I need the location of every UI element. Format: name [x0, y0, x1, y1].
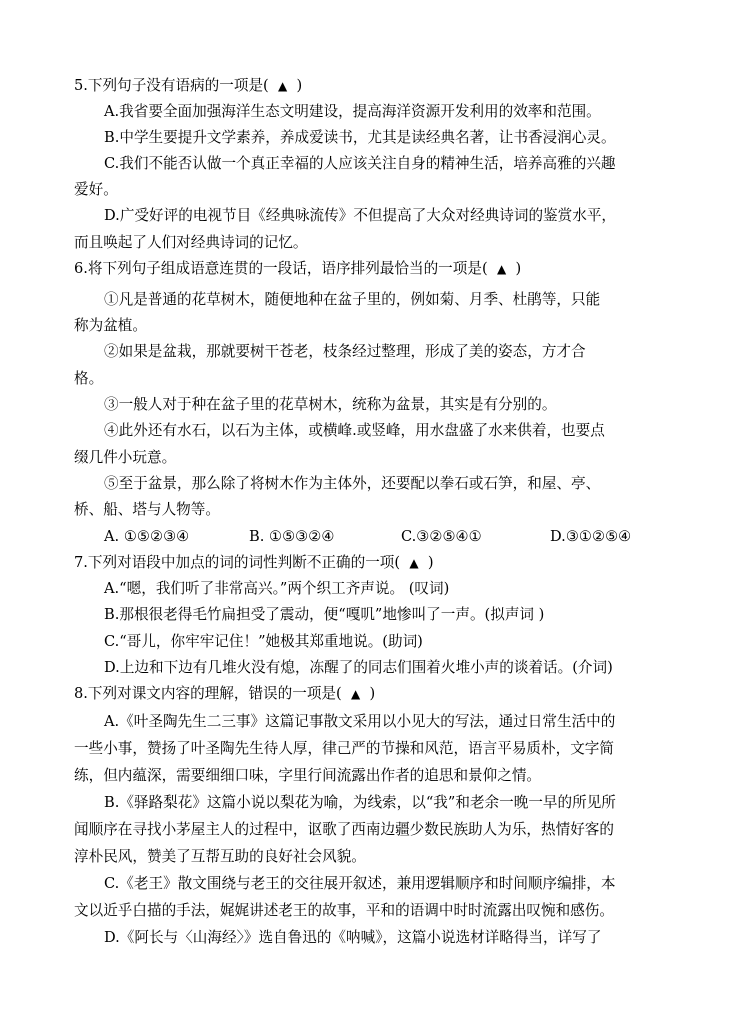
question-7-stem: 7.下列对语段中加点的词的词性判断不正确的一项( ▲ ) — [74, 554, 434, 571]
question-6-sentence-3: ③一般人对于种在盆子里的花草树木，统称为盆景，其实是有分别的。 — [104, 396, 557, 413]
question-8-option-b-line1: B.《驿路梨花》这篇小说以梨花为喻，为线索，以“我”和老余一晚一早的所见所 — [104, 794, 616, 811]
question-6-option-c: C.③②⑤④① — [401, 528, 482, 545]
question-8-option-a-line3: 练，但内蕴深，需要细细口味，字里行间流露出作者的追思和景仰之情。 — [74, 767, 542, 784]
question-6-option-b: B. ①⑤③②④ — [249, 528, 335, 545]
question-5-stem: 5.下列句子没有语病的一项是( ▲ ) — [74, 77, 303, 94]
question-5-option-c-line1: C.我们不能否认做一个真正幸福的人应该关注自身的精神生活，培养高雅的兴趣 — [104, 155, 616, 172]
question-6-sentence-1-line1: ①凡是普通的花草树木，随便地种在盆子里的，例如菊、月季、杜鹃等，只能 — [104, 291, 601, 308]
question-6-stem: 6.将下列句子组成语意连贯的一段话，语序排列最恰当的一项是( ▲ ) — [74, 260, 522, 277]
question-6-sentence-4-line2: 缀几件小玩意。 — [74, 449, 177, 466]
question-7-option-b: B.那根很老得毛竹扁担受了震动，便“嘎叽”地惨叫了一声。(拟声词 ) — [104, 606, 545, 623]
question-5-option-a: A.我省要全面加强海洋生态文明建设，提高海洋资源开发利用的效率和范围。 — [104, 103, 601, 120]
question-8-stem: 8.下列对课文内容的理解，错误的一项是( ▲ ) — [74, 685, 376, 702]
question-6-sentence-1-line2: 称为盆植。 — [74, 317, 147, 334]
question-6-sentence-2-line1: ②如果是盆栽，那就要树干苍老，枝条经过整理，形成了美的姿态，方才合 — [104, 343, 586, 360]
question-6-sentence-5-line2: 桥、船、塔与人物等。 — [74, 501, 220, 518]
question-8-option-a-line2: 一些小事，赞扬了叶圣陶先生待人厚，律己严的节操和风范，语言平易质朴，文字简 — [74, 740, 614, 757]
answer-blank-marker: ▲ — [351, 687, 361, 701]
answer-blank-marker: ▲ — [409, 556, 419, 570]
question-8-option-d-line1: D.《阿长与〈山海经〉》选自鲁迅的《呐喊》，这篇小说选材详略得当，详写了 — [104, 929, 602, 946]
question-5-option-d-line1: D.广受好评的电视节目《经典咏流传》不但提高了大众对经典诗词的鉴赏水平， — [104, 207, 617, 224]
question-6-option-d: D.③①②⑤④ — [550, 528, 632, 545]
question-8-option-c-line1: C.《老王》散文围绕与老王的交往展开叙述，兼用逻辑顺序和时间顺序编排，本 — [104, 875, 616, 892]
question-5-option-c-line2: 爱好。 — [74, 181, 118, 198]
question-8-option-a-line1: A.《叶圣陶先生二三事》这篇记事散文采用以小见大的写法，通过日常生活中的 — [104, 713, 616, 730]
question-5-option-d-line2: 而且唤起了人们对经典诗词的记忆。 — [74, 234, 308, 251]
question-7-option-a: A.“嗯，我们听了非常高兴。”两个织工齐声说。 (叹词) — [104, 580, 450, 597]
question-8-option-c-line2: 文以近乎白描的手法，娓娓讲述老王的故事，平和的语调中时时流露出叹惋和感伤。 — [74, 902, 614, 919]
question-6-sentence-5-line1: ⑤至于盆景，那么除了将树木作为主体外，还要配以拳石或石笋，和屋、亭、 — [104, 475, 601, 492]
question-7-option-c: C.“哥儿，你牢牢记住！”她极其郑重地说。(助词) — [104, 633, 423, 650]
question-5-option-b: B.中学生要提升文学素养，养成爱读书，尤其是读经典名著，让书香浸润心灵。 — [104, 129, 616, 146]
answer-blank-marker: ▲ — [278, 79, 288, 93]
question-6-sentence-4-line1: ④此外还有水石，以石为主体，或横峰.或竖峰，用水盘盛了水来供着，也要点 — [104, 422, 605, 439]
answer-blank-marker: ▲ — [496, 262, 507, 276]
question-8-option-b-line2: 闻顺序在寻找小茅屋主人的过程中，讴歌了西南边疆少数民族助人为乐，热情好客的 — [74, 821, 614, 838]
question-8-option-b-line3: 淳朴民风，赞美了互帮互助的良好社会风貌。 — [74, 848, 366, 865]
question-6-options — [104, 527, 684, 547]
question-6-option-a: A. ①⑤②③④ — [104, 528, 190, 545]
question-6-sentence-2-line2: 格。 — [74, 370, 104, 387]
question-7-option-d: D.上边和下边有几堆火没有熄，冻醒了的同志们围着火堆小声的谈着话。(介词) — [104, 659, 613, 676]
